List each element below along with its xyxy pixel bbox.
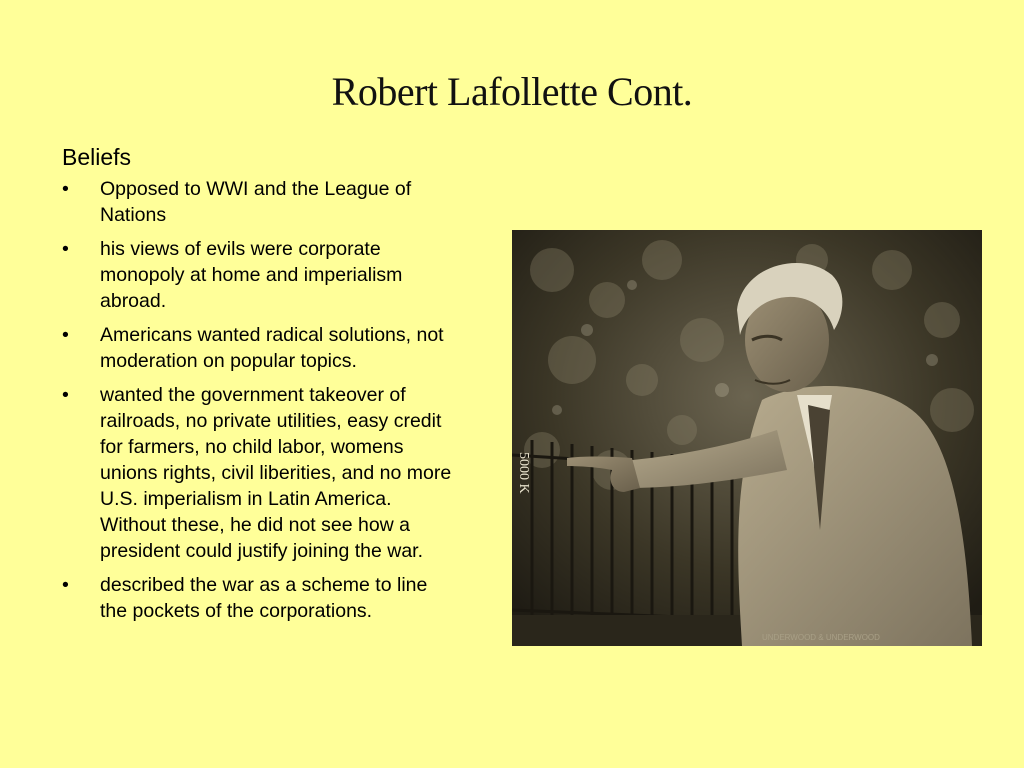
bullet-icon: •	[62, 178, 69, 200]
bullet-item	[62, 572, 452, 624]
bullet-text: his views of evils were corporate monopoly at home and imperialism abroad.	[100, 238, 403, 312]
bullet-text: wanted the government takeover of railroads, no private utilities, easy credit for farmers, no child labor, womens unions rights, civil liberities, and no more U.S. imperialism in Latin America. Without these, he did not see how a president could justify joining the war.	[100, 384, 452, 562]
bullet-icon: •	[62, 384, 69, 406]
portrait-photo	[512, 230, 982, 646]
section-heading: Beliefs	[62, 144, 132, 170]
photo-credit: UNDERWOOD & UNDERWOOD	[762, 633, 880, 642]
bullet-item	[62, 236, 452, 314]
negative-mark: 5000 K	[516, 452, 531, 494]
bullet-item	[62, 382, 452, 564]
slide-body	[62, 144, 452, 632]
bullet-text: described the war as a scheme to line the pockets of the corporations.	[100, 574, 428, 622]
bullet-text: Opposed to WWI and the League of Nations	[100, 178, 412, 226]
bullet-text: Americans wanted radical solutions, not moderation on popular topics.	[100, 324, 444, 372]
portrait-photo-icon	[512, 230, 982, 646]
bullet-list	[62, 176, 452, 624]
bullet-item	[62, 176, 452, 228]
slide-title: Robert Lafollette Cont.	[331, 69, 693, 114]
bullet-icon: •	[62, 324, 69, 346]
bullet-item	[62, 322, 452, 374]
bullet-icon: •	[62, 574, 69, 596]
bullet-icon: •	[62, 238, 69, 260]
